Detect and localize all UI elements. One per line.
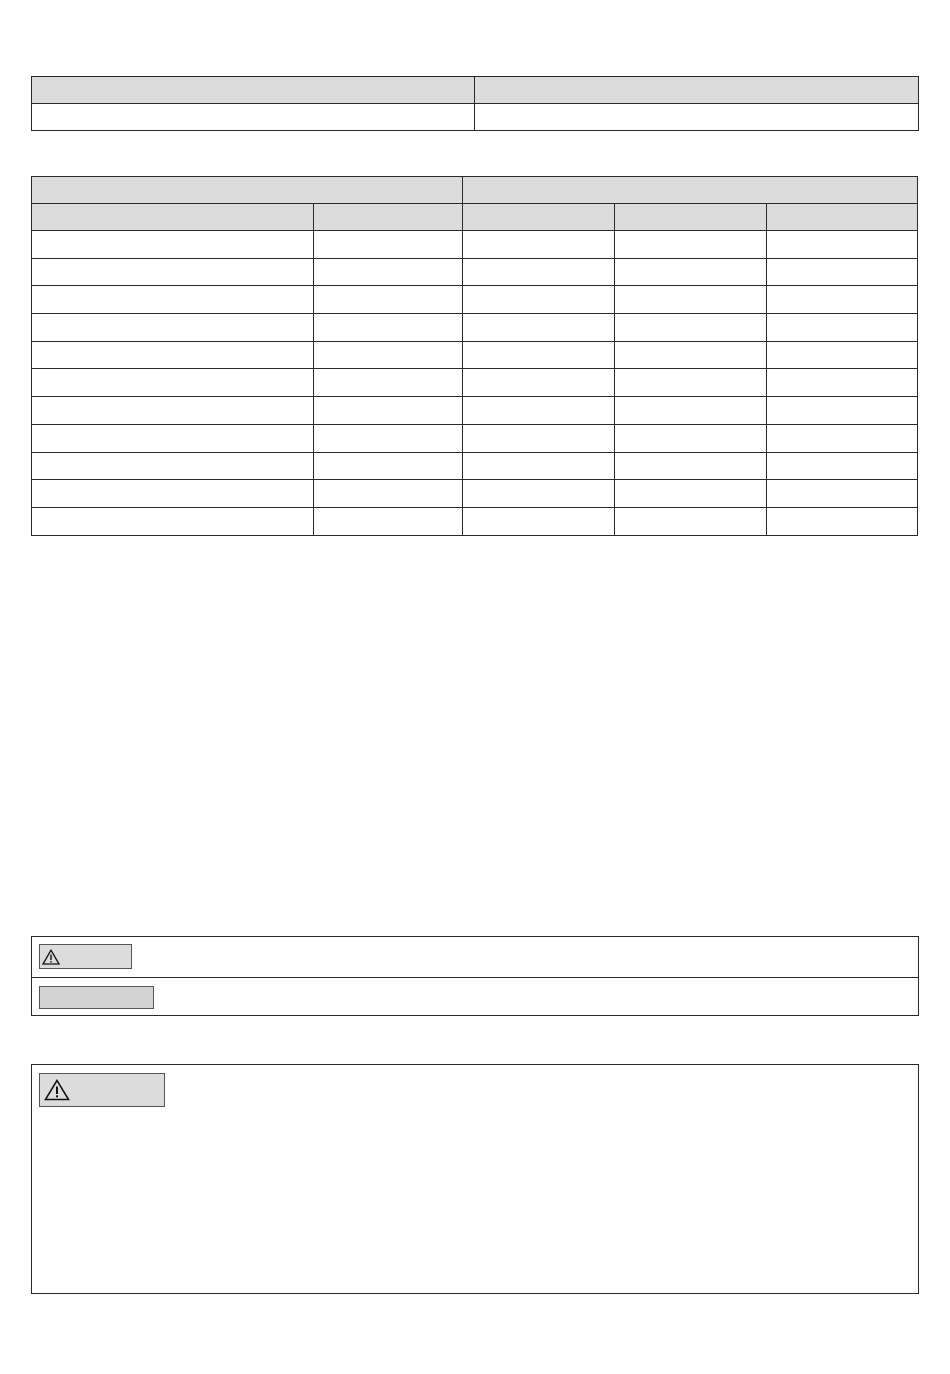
table-2-cell bbox=[463, 480, 615, 508]
table-2-cell bbox=[463, 341, 615, 369]
table-2-cell bbox=[615, 480, 767, 508]
table-2-cell bbox=[32, 452, 314, 480]
table-2-cell bbox=[32, 480, 314, 508]
table-2-cell bbox=[314, 452, 463, 480]
table-1 bbox=[31, 76, 919, 131]
table-row bbox=[32, 231, 918, 259]
caution-notice-box bbox=[31, 936, 919, 1016]
table-row bbox=[32, 480, 918, 508]
table-2-cell bbox=[314, 286, 463, 314]
table-2-cell bbox=[32, 507, 314, 535]
table-2-cell bbox=[314, 480, 463, 508]
table-2-column-header bbox=[615, 204, 767, 231]
table-1-header-cell bbox=[32, 77, 475, 104]
table-1-cell bbox=[475, 104, 919, 131]
table-2-cell bbox=[32, 286, 314, 314]
table-2-cell bbox=[32, 397, 314, 425]
table-2-cell bbox=[314, 258, 463, 286]
table-2-cell bbox=[463, 424, 615, 452]
table-2-cell bbox=[767, 314, 918, 342]
table-2-cell bbox=[314, 231, 463, 259]
table-2-cell bbox=[767, 369, 918, 397]
table-2-cell bbox=[314, 369, 463, 397]
table-2-column-header-row bbox=[32, 204, 918, 231]
table-1-header-row bbox=[32, 77, 919, 104]
table-row bbox=[32, 314, 918, 342]
table-2-cell bbox=[615, 369, 767, 397]
table-2-cell bbox=[32, 369, 314, 397]
table-2-cell bbox=[767, 341, 918, 369]
note-row bbox=[32, 977, 918, 1017]
table-row bbox=[32, 507, 918, 535]
table-2-cell bbox=[463, 507, 615, 535]
table-2-group-header bbox=[32, 177, 463, 204]
table-2-cell bbox=[767, 452, 918, 480]
table-row bbox=[32, 258, 918, 286]
table-2-column-header bbox=[314, 204, 463, 231]
table-2-cell bbox=[463, 258, 615, 286]
table-2-column-header bbox=[767, 204, 918, 231]
table-1-cell bbox=[32, 104, 475, 131]
table-row bbox=[32, 452, 918, 480]
table-2-cell bbox=[314, 397, 463, 425]
table-2-cell bbox=[767, 507, 918, 535]
table-2-cell bbox=[767, 258, 918, 286]
table-2-cell bbox=[32, 231, 314, 259]
table-2-cell bbox=[463, 397, 615, 425]
table-2-cell bbox=[314, 507, 463, 535]
table-2-cell bbox=[463, 452, 615, 480]
table-2-cell bbox=[767, 480, 918, 508]
table-2 bbox=[31, 176, 918, 536]
table-2-cell bbox=[463, 314, 615, 342]
table-2-cell bbox=[32, 424, 314, 452]
table-row bbox=[32, 104, 919, 131]
table-row bbox=[32, 424, 918, 452]
table-2-cell bbox=[615, 258, 767, 286]
table-2-column-header bbox=[463, 204, 615, 231]
table-2-cell bbox=[767, 286, 918, 314]
warning-box bbox=[31, 1064, 919, 1294]
table-2-cell bbox=[615, 286, 767, 314]
table-row bbox=[32, 397, 918, 425]
table-2-cell bbox=[32, 314, 314, 342]
table-2-cell bbox=[463, 231, 615, 259]
table-2-cell bbox=[615, 507, 767, 535]
table-2-cell bbox=[463, 369, 615, 397]
table-2-cell bbox=[32, 341, 314, 369]
caution-label bbox=[39, 944, 132, 969]
table-2-cell bbox=[767, 231, 918, 259]
table-2-cell bbox=[615, 314, 767, 342]
table-2-group-header bbox=[463, 177, 918, 204]
table-2-cell bbox=[615, 452, 767, 480]
warning-triangle-icon bbox=[44, 1079, 70, 1101]
table-2-cell bbox=[615, 341, 767, 369]
table-row bbox=[32, 286, 918, 314]
table-2-cell bbox=[767, 397, 918, 425]
note-label bbox=[39, 986, 154, 1009]
warning-label bbox=[39, 1073, 165, 1107]
table-2-body bbox=[32, 231, 918, 536]
table-2-cell bbox=[615, 424, 767, 452]
table-2-cell bbox=[32, 258, 314, 286]
table-2-cell bbox=[314, 314, 463, 342]
warning-triangle-icon bbox=[42, 949, 60, 965]
table-row bbox=[32, 369, 918, 397]
table-1-header-cell bbox=[475, 77, 919, 104]
table-2-cell bbox=[615, 397, 767, 425]
caution-row bbox=[32, 937, 918, 977]
table-2-cell bbox=[314, 341, 463, 369]
table-2-group-header-row bbox=[32, 177, 918, 204]
table-2-cell bbox=[463, 286, 615, 314]
table-2-column-header bbox=[32, 204, 314, 231]
table-2-cell bbox=[615, 231, 767, 259]
table-2-cell bbox=[314, 424, 463, 452]
table-row bbox=[32, 341, 918, 369]
table-2-cell bbox=[767, 424, 918, 452]
